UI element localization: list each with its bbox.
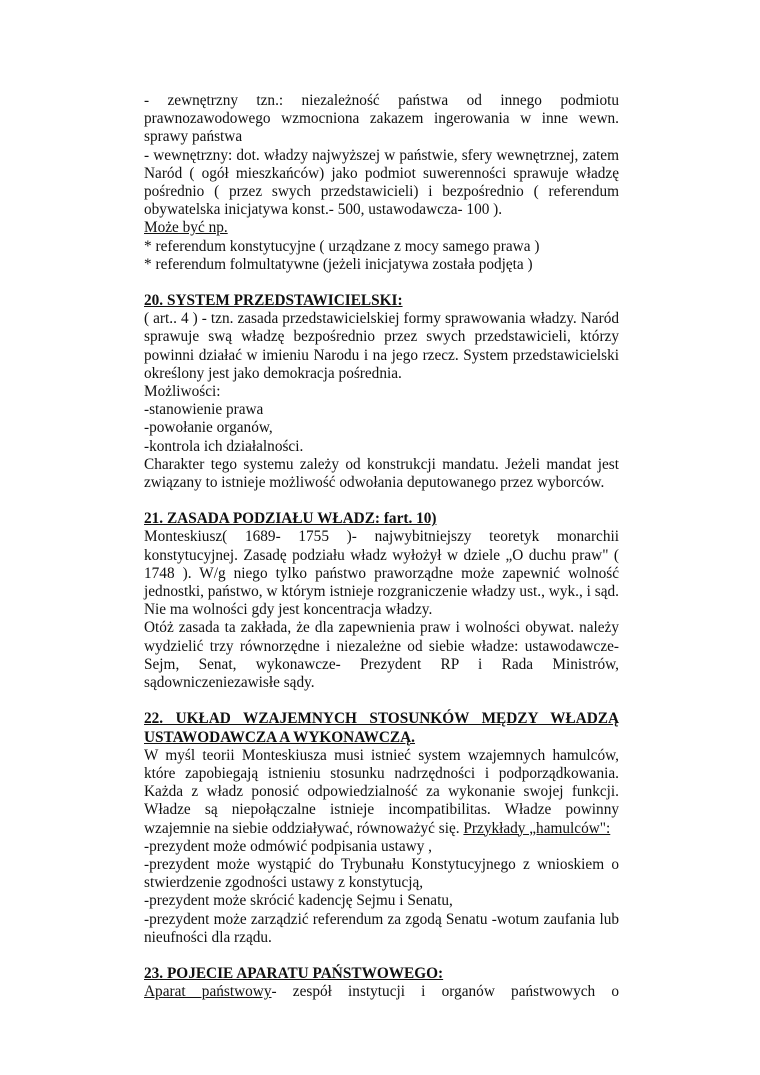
document-page xyxy=(144,92,619,1001)
paragraph xyxy=(144,747,619,838)
section-22 xyxy=(144,710,619,947)
section-heading: 20. SYSTEM PRZEDSTAWICIELSKI: xyxy=(144,292,403,310)
paragraph xyxy=(144,983,619,1001)
paragraph: - wewnętrzny: dot. władzy najwyższej w państwie, sfery wewnętrznej, zatem Naród ( ogół mieszkańców) jako podmiot suwerenności sprawuje władzę pośrednio ( przez swych przedstawicieli) i bezpośrednio ( referendum obywatelska inicjatywa konst.- 500, ustawodawcza- 100 ). xyxy=(144,146,619,219)
underlined-text: Przykłady „hamulców": xyxy=(463,819,611,837)
list-item: -prezydent może odmówić podpisania ustawy , xyxy=(144,837,433,855)
paragraph: - zewnętrzny tzn.: niezależność państwa od innego podmiotu prawnozawodowego wzmocniona zakazem ingerowania w inne wewn. sprawy państwa xyxy=(144,92,619,146)
paragraph-text: - zespół instytucji i organów państwowych o xyxy=(271,983,620,1001)
underlined-text: Może być np. xyxy=(144,219,228,237)
paragraph xyxy=(144,219,619,237)
list-item: -prezydent może wystąpić do Trybunału Konstytucyjnego z wnioskiem o stwierdzenie zgodności ustawy z konstytucją, xyxy=(144,855,619,892)
section-heading: 23. POJECIE APARATU PAŃSTWOWEGO: xyxy=(144,964,444,982)
list-item: -stanowienie prawa xyxy=(144,401,264,419)
section-heading-continued: USTAWODAWCZA A WYKONAWCZĄ. xyxy=(144,728,416,746)
paragraph-text: W myśl teorii Monteskiusza musi istnieć system wzajemnych hamulców, które zapobiegają istnieniu stosunku nadrzędności i podporządkowania. Każda z władz ponosić odpowiedzialność za wykonanie swojej funkcji. Władze są niepołączalne istnieje incompatibilitas. Władze powinny wzajemnie na siebie oddziaływać, równoważyć się. xyxy=(144,746,619,837)
list-item: -prezydent może zarządzić referendum za zgodą Senatu -wotum zaufania lub nieufności dla rządu. xyxy=(144,910,619,946)
paragraph: Monteskiusz( 1689- 1755 )- najwybitniejszy teoretyk monarchii konstytucyjnej. Zasadę podziału władz wyłożył w dziele „O duchu praw" ( 1748 ). W/g niego tylko państwo praworządne może zapewnić wolność jednostki, państwo, w którym istnieje rozgraniczenie władzy ust., wyk., i sąd. Nie ma wolności gdy jest koncentracja władzy. xyxy=(144,528,619,619)
paragraph: Możliwości: xyxy=(144,383,221,401)
paragraph: Charakter tego systemu zależy od konstrukcji mandatu. Jeżeli mandat jest związany to istnieje możliwość odwołania deputowanego przez wyborców. xyxy=(144,455,619,492)
section-heading: 22. UKŁAD WZAJEMNYCH STOSUNKÓW MĘDZY WŁADZĄ xyxy=(144,710,619,728)
sovereignty-block xyxy=(144,92,619,274)
list-item: -powołanie organów, xyxy=(144,419,273,437)
list-item: * referendum konstytucyjne ( urządzane z mocy samego prawa ) xyxy=(144,237,540,255)
section-23 xyxy=(144,965,619,1001)
section-20 xyxy=(144,292,619,492)
section-21 xyxy=(144,510,619,692)
paragraph: ( art.. 4 ) - tzn. zasada przedstawicielskiej formy sprawowania władzy. Naród sprawuje swą władzę bezpośrednio przez swych przedstawicieli, którzy powinni działać w imieniu Narodu i na jego rzecz. System przedstawicielski określony jest jako demokracja pośrednia. xyxy=(144,310,619,382)
list-item: * referendum folmultatywne (jeżeli inicjatywa została podjęta ) xyxy=(144,255,533,273)
list-item: -prezydent może skrócić kadencję Sejmu i Senatu, xyxy=(144,892,453,910)
list-item: -kontrola ich działalności. xyxy=(144,437,304,455)
section-heading: 21. ZASADA PODZIAŁU WŁADZ: fart. 10) xyxy=(144,510,437,528)
paragraph: Otóż zasada ta zakłada, że dla zapewnienia praw i wolności obywat. należy wydzielić trzy równorzędne i niezależne od siebie władze: ustawodawcze- Sejm, Senat, wykonawcze- Prezydent RP i Rada Ministrów, sądowniczeniezawisłe sądy. xyxy=(144,619,619,692)
defined-term: Aparat państwowy xyxy=(144,983,272,1001)
